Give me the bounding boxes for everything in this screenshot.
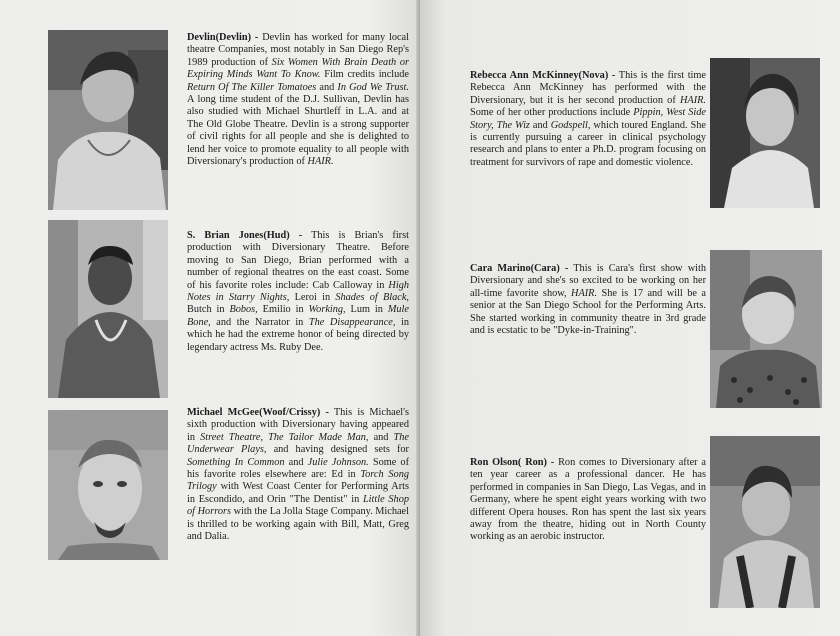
title-italic: Bobos, <box>229 304 258 316</box>
title-italic: Six Women With Brain Death or Expiring Minds Want To Know. <box>187 56 409 81</box>
title-italic: HAIR. <box>679 94 706 106</box>
bio-cara <box>470 263 706 337</box>
bio-segment: and <box>368 431 394 443</box>
bio-rebecca <box>470 70 706 169</box>
bio-segment: Devlin has worked for many local theatre Companies, most notably in San Diego Rep's 1989 production of <box>187 32 409 68</box>
bio-segment: A long time student of the D.J. Sullivan, Devlin has also studied with Michael Shurtleff in L.A. and at The Old Globe Theatre. Devlin is a strong supporter of civil rights for all people and she is delighted to lend her voice to promote equality to all people with Diversionary's production of <box>187 94 409 168</box>
title-italic: In God We Trust. <box>337 81 409 93</box>
title-italic: High Notes in Starry Nights, <box>187 279 409 304</box>
right-page <box>420 0 840 636</box>
title-italic: HAIR. <box>571 287 598 299</box>
bio-segment: This is Michael's sixth production with Diversionary having appeared in <box>187 407 409 443</box>
bio-segment: This is Brian's first production with Diversionary Theatre. Before moving to San Diego, Brian performed with a number of regional theatres on the east coast. Some of his favorite roles include: Cab Calloway in <box>187 230 409 291</box>
bio-segment: Butch in <box>187 304 230 316</box>
bio-segment: Emilio in <box>257 304 309 316</box>
headshot-brian <box>48 220 168 398</box>
title-italic: Return Of The Killer Tomatoes <box>187 81 317 93</box>
bio-name: Ron Olson( Ron) - <box>470 457 555 468</box>
bio-segment: Lum in <box>345 304 388 316</box>
bio-text <box>470 70 706 168</box>
bio-segment: Some of his favorite roles elsewhere are: Ed in <box>187 456 410 481</box>
title-italic: Torch Song Trilogy <box>187 469 409 493</box>
bio-text <box>470 457 706 542</box>
headshot-cara <box>710 250 822 408</box>
bio-brian <box>187 230 409 354</box>
headshot-devlin <box>48 30 168 210</box>
bio-segment: Film credits include <box>320 69 409 81</box>
title-italic: Street Theatre, The Tailor Made Man, <box>200 431 369 443</box>
title-italic: Shades of Black, <box>335 292 410 304</box>
bio-name: Cara Marino(Cara) - <box>470 263 569 274</box>
bio-devlin <box>187 32 409 168</box>
title-italic: The Underwear Plays, <box>187 431 409 456</box>
headshot-rebecca <box>710 58 820 208</box>
bio-name: Devlin(Devlin) - <box>187 32 259 43</box>
bio-segment: and <box>529 119 551 131</box>
title-italic: Something In Common <box>187 456 285 468</box>
title-italic: Julie Johnson. <box>307 456 369 468</box>
bio-michael <box>187 407 409 543</box>
bio-segment: This is the first time Rebecca Ann McKinney has performed with the Diversionary, but it is her second production of <box>470 70 707 106</box>
bio-segment: and <box>284 456 308 468</box>
headshot-michael <box>48 410 168 560</box>
title-italic: Godspell, <box>550 119 591 131</box>
bio-segment: with the La Jolla Stage Company. Michael is thrilled to be working again with Bill, Matt, Greg and Dalia. <box>187 506 409 543</box>
bio-segment: This is Cara's first show with Diversionary and she's so excited to be working on her all-time favorite show, <box>470 263 706 299</box>
title-italic: Working, <box>308 304 346 316</box>
bio-ron <box>470 457 706 544</box>
title-italic: HAIR. <box>307 156 334 168</box>
bio-name: S. Brian Jones(Hud) - <box>187 230 303 241</box>
bio-text <box>187 407 409 542</box>
title-italic: The Disappearance, <box>308 316 396 328</box>
bio-segment: and <box>316 81 338 93</box>
bio-segment: with West Coast Center for Performing Arts in Escondido, and Orin "The Dentist" in <box>187 481 409 505</box>
headshot-ron <box>710 436 820 608</box>
bio-segment: and having designed sets for <box>266 444 409 456</box>
title-italic: Little Shop of Horrors <box>187 493 409 518</box>
title-italic: Mule Bone, <box>187 304 409 328</box>
bio-segment: and the Narrator in <box>210 316 309 328</box>
bio-segment: in which he had the extreme honor of being directed by legendary actress Ms. Ruby Dee. <box>187 316 409 353</box>
bio-segment: Some of her other productions include <box>470 107 634 119</box>
bio-segment: which toured England. She is currently pursuing a career in clinical psychology research and plans to enter a Ph.D. program focusing on treatment for survivors of rape and domestic violence. <box>470 119 706 168</box>
bio-name: Michael McGee(Woof/Crissy) - <box>187 407 329 418</box>
bio-name: Rebecca Ann McKinney(Nova) - <box>470 70 616 81</box>
bio-segment: Leroi in <box>289 292 336 304</box>
bio-segment: She is 17 and will be a senior at the San Diego School for the Performing Arts. She started working in community theatre in 3rd grade and is ecstatic to be "Dyke-in-Training". <box>470 287 706 337</box>
title-italic: Pippin, West Side Story, The Wiz <box>470 107 706 131</box>
bio-text <box>187 230 409 353</box>
bio-text <box>187 32 409 167</box>
bio-segment: Ron comes to Diversionary after a ten year career as a professional dancer. He has performed in companies in San Diego, Las Vegas, and in Germany, where he spent eight years working with two different Opera houses. Ron has spent the last six years away from the theatre, hiding out in North County working as an aerobic instructor. <box>470 457 706 543</box>
